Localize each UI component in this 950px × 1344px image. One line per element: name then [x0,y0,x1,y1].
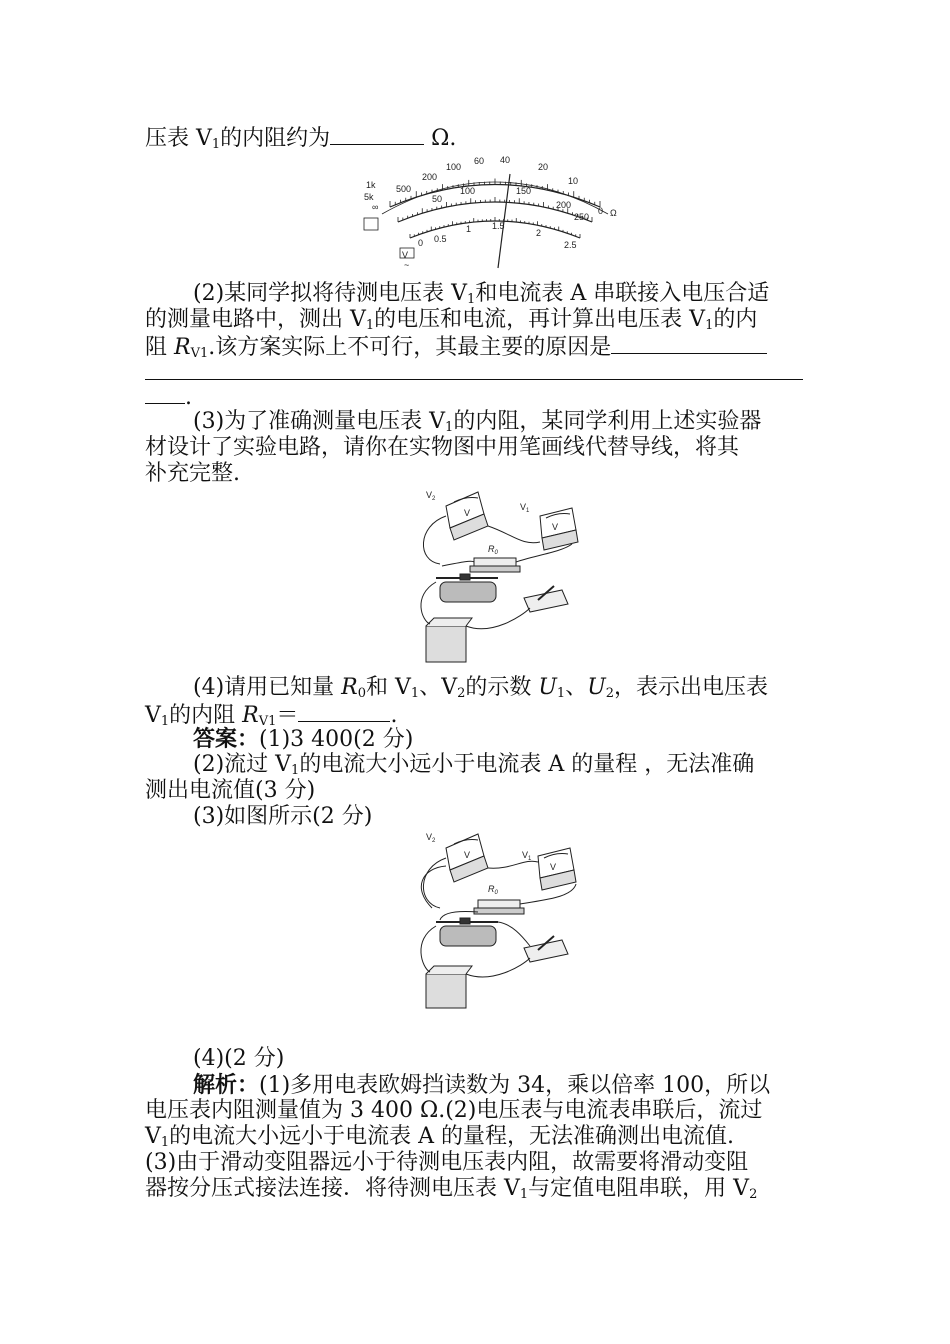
q2-line-5 [145,383,192,411]
low-label: 1.5 [492,221,505,231]
svg-text:R0: $R_0$ [488,884,498,896]
left-label: ∞ [372,202,379,212]
mid-label: 200 [556,200,572,210]
multimeter-dial-figure [360,152,630,270]
subscript: 1 [519,1187,529,1202]
q2-text: 阻 [145,335,174,360]
subscript: 2 [605,686,615,701]
answer-blank[interactable] [330,124,424,145]
svg-text:R0: $R_0$ [488,544,498,556]
analysis-text: 器按分压式接法连接．将待测电压表 V [145,1176,520,1201]
q2-line-3 [145,333,767,361]
svg-text:V: V [552,522,559,532]
q4-line-1 [193,675,768,701]
svg-text:V1: $V_1$ [520,502,530,514]
analysis-text: 与定值电阻串联，用 V [528,1176,750,1201]
svg-text:V2: $V_2$ [426,490,436,502]
answer-blank[interactable] [145,383,185,404]
subscript: 1 [410,686,420,701]
q3-line-3: 补充完整. [145,461,240,486]
subscript: V1 [190,346,209,361]
mid-label: 100 [460,186,476,196]
q2-text: 的内 [713,307,758,332]
period: . [390,703,398,728]
subscript: V1 [258,714,277,729]
q2-blank-line[interactable] [145,359,803,387]
q2-line-1 [193,281,769,307]
ohm-unit: Ω [610,208,617,218]
q4-text: ，表示出电压表 [614,675,769,700]
subscript: 2 [457,686,466,701]
analysis-line-3 [145,1124,734,1150]
unit-text: Ω. [424,126,457,151]
q3-text: 的内阻，某同学利用上述实验器 [453,409,762,434]
q3-line-1 [193,409,761,435]
low-label: 2.5 [564,240,577,250]
q4-text: 的内阻 [169,703,243,728]
q2-line-2 [145,307,757,333]
ohm-label: 500 [396,184,412,194]
q4-text: ＝ [276,703,299,728]
ohm-label: 10 [568,176,579,186]
answer-blank[interactable] [145,359,803,380]
subscript: 1 [365,318,375,333]
circuit-figure-question [412,486,592,666]
ohm-label: 60 [474,156,485,166]
analysis-line-2: 电压表内阻测量值为 3 400 Ω.(2)电压表与电流表串联后，流过 [145,1098,763,1123]
answer-blank[interactable] [611,333,767,354]
subscript: 0 [357,686,367,701]
q4-text: 和 V [366,675,411,700]
q4-text: 、V [419,675,458,700]
battery [426,626,466,662]
ohm-label: 40 [500,155,511,165]
ohm-label: 200 [422,172,438,182]
symbol-R: R [174,335,191,360]
analysis-line-1 [193,1072,770,1099]
answer-text: (1)3 400(2 分) [259,727,414,752]
subscript: 1 [291,763,300,778]
svg-text:V: V [464,508,471,518]
analysis-line-4: (3)由于滑动变阻器远小于待测电压表内阻，故需要将滑动变阻 [145,1150,749,1175]
q4-text: (4)请用已知量 [193,675,342,700]
subscript: 1 [160,1135,170,1150]
low-label: 1 [466,224,472,234]
symbol-U: U [587,675,606,700]
subscript: 2 [749,1187,758,1202]
mid-label: 50 [432,194,443,204]
ohm-label: 20 [538,162,549,172]
mid-label: 250 [574,212,590,222]
r0-resistor [474,558,516,566]
symbol-R: R [341,675,358,700]
left-label: 5k [364,192,374,202]
answer-text: 的电流大小远小于电流表 A 的量程 ，无法准确 [299,752,755,777]
q4-text: V [145,703,161,728]
analysis-text: V [145,1124,161,1149]
subscript: 1 [705,318,714,333]
answer-line-4: (3)如图所示(2 分) [193,804,373,829]
analysis-text: 的电流大小远小于电流表 A 的量程，无法准确测出电流值. [169,1124,735,1149]
q3-line-2: 材设计了实验电路，请你在实物图中用笔画线代替导线，将其 [145,435,740,460]
answer-line-5: (4)(2 分) [193,1046,285,1071]
answer-line-3: 测出电流值(3 分) [145,778,316,803]
subscript: 1 [556,686,566,701]
q2-text: 的测量电路中，测出 V [145,307,366,332]
mid-label: 150 [516,186,532,196]
rheostat [440,582,496,602]
q1-text: 压表 V [145,126,212,151]
symbol-U: U [538,675,557,700]
low-label: 0.5 [434,234,447,244]
answer-line-1 [193,726,413,753]
answer-label: 答案： [193,726,260,752]
subscript: 1 [160,714,170,729]
answer-line-2 [193,752,754,778]
left-label: 1k [366,180,376,190]
answer-blank[interactable] [298,701,390,722]
left-label: V [402,250,409,260]
q3-text: (3)为了准确测量电压表 V [193,409,446,434]
q4-text: 的示数 [465,675,539,700]
answer-text: (2)流过 V [193,752,292,777]
low-label: 0 [418,238,424,248]
symbol-R: R [242,703,259,728]
q4-text: 、 [565,675,588,700]
q1-text-2: 的内阻约为 [220,126,331,151]
analysis-label: 解析： [193,1072,260,1098]
svg-text:V: V [550,862,557,872]
analysis-text: (1)多用电表欧姆挡读数为 34，乘以倍率 100，所以 [259,1073,771,1098]
svg-text:V1: $V_1$ [522,850,532,862]
ohm-label: 100 [446,162,462,172]
subscript: 1 [467,292,476,307]
q1-tail-line [145,124,456,152]
q2-text: 的电压和电流，再计算出电压表 V [374,307,706,332]
low-label: 2 [536,228,542,238]
period: . [185,385,192,410]
subscript: 1 [445,420,454,435]
q2-text: (2)某同学拟将待测电压表 V [193,281,468,306]
analysis-line-5 [145,1176,757,1202]
ohm-label: 0 [598,206,604,216]
q4-line-2 [145,701,397,729]
svg-text:V: V [464,850,471,860]
circuit-figure-answer [412,828,592,1012]
q2-text: 和电流表 A 串联接入电压合适 [475,281,770,306]
svg-text:V2: $V_2$ [426,832,436,844]
left-label: ~ [404,260,410,270]
subscript: 1 [211,137,221,152]
q2-text: .该方案实际上不可行，其最主要的原因是 [208,335,612,360]
